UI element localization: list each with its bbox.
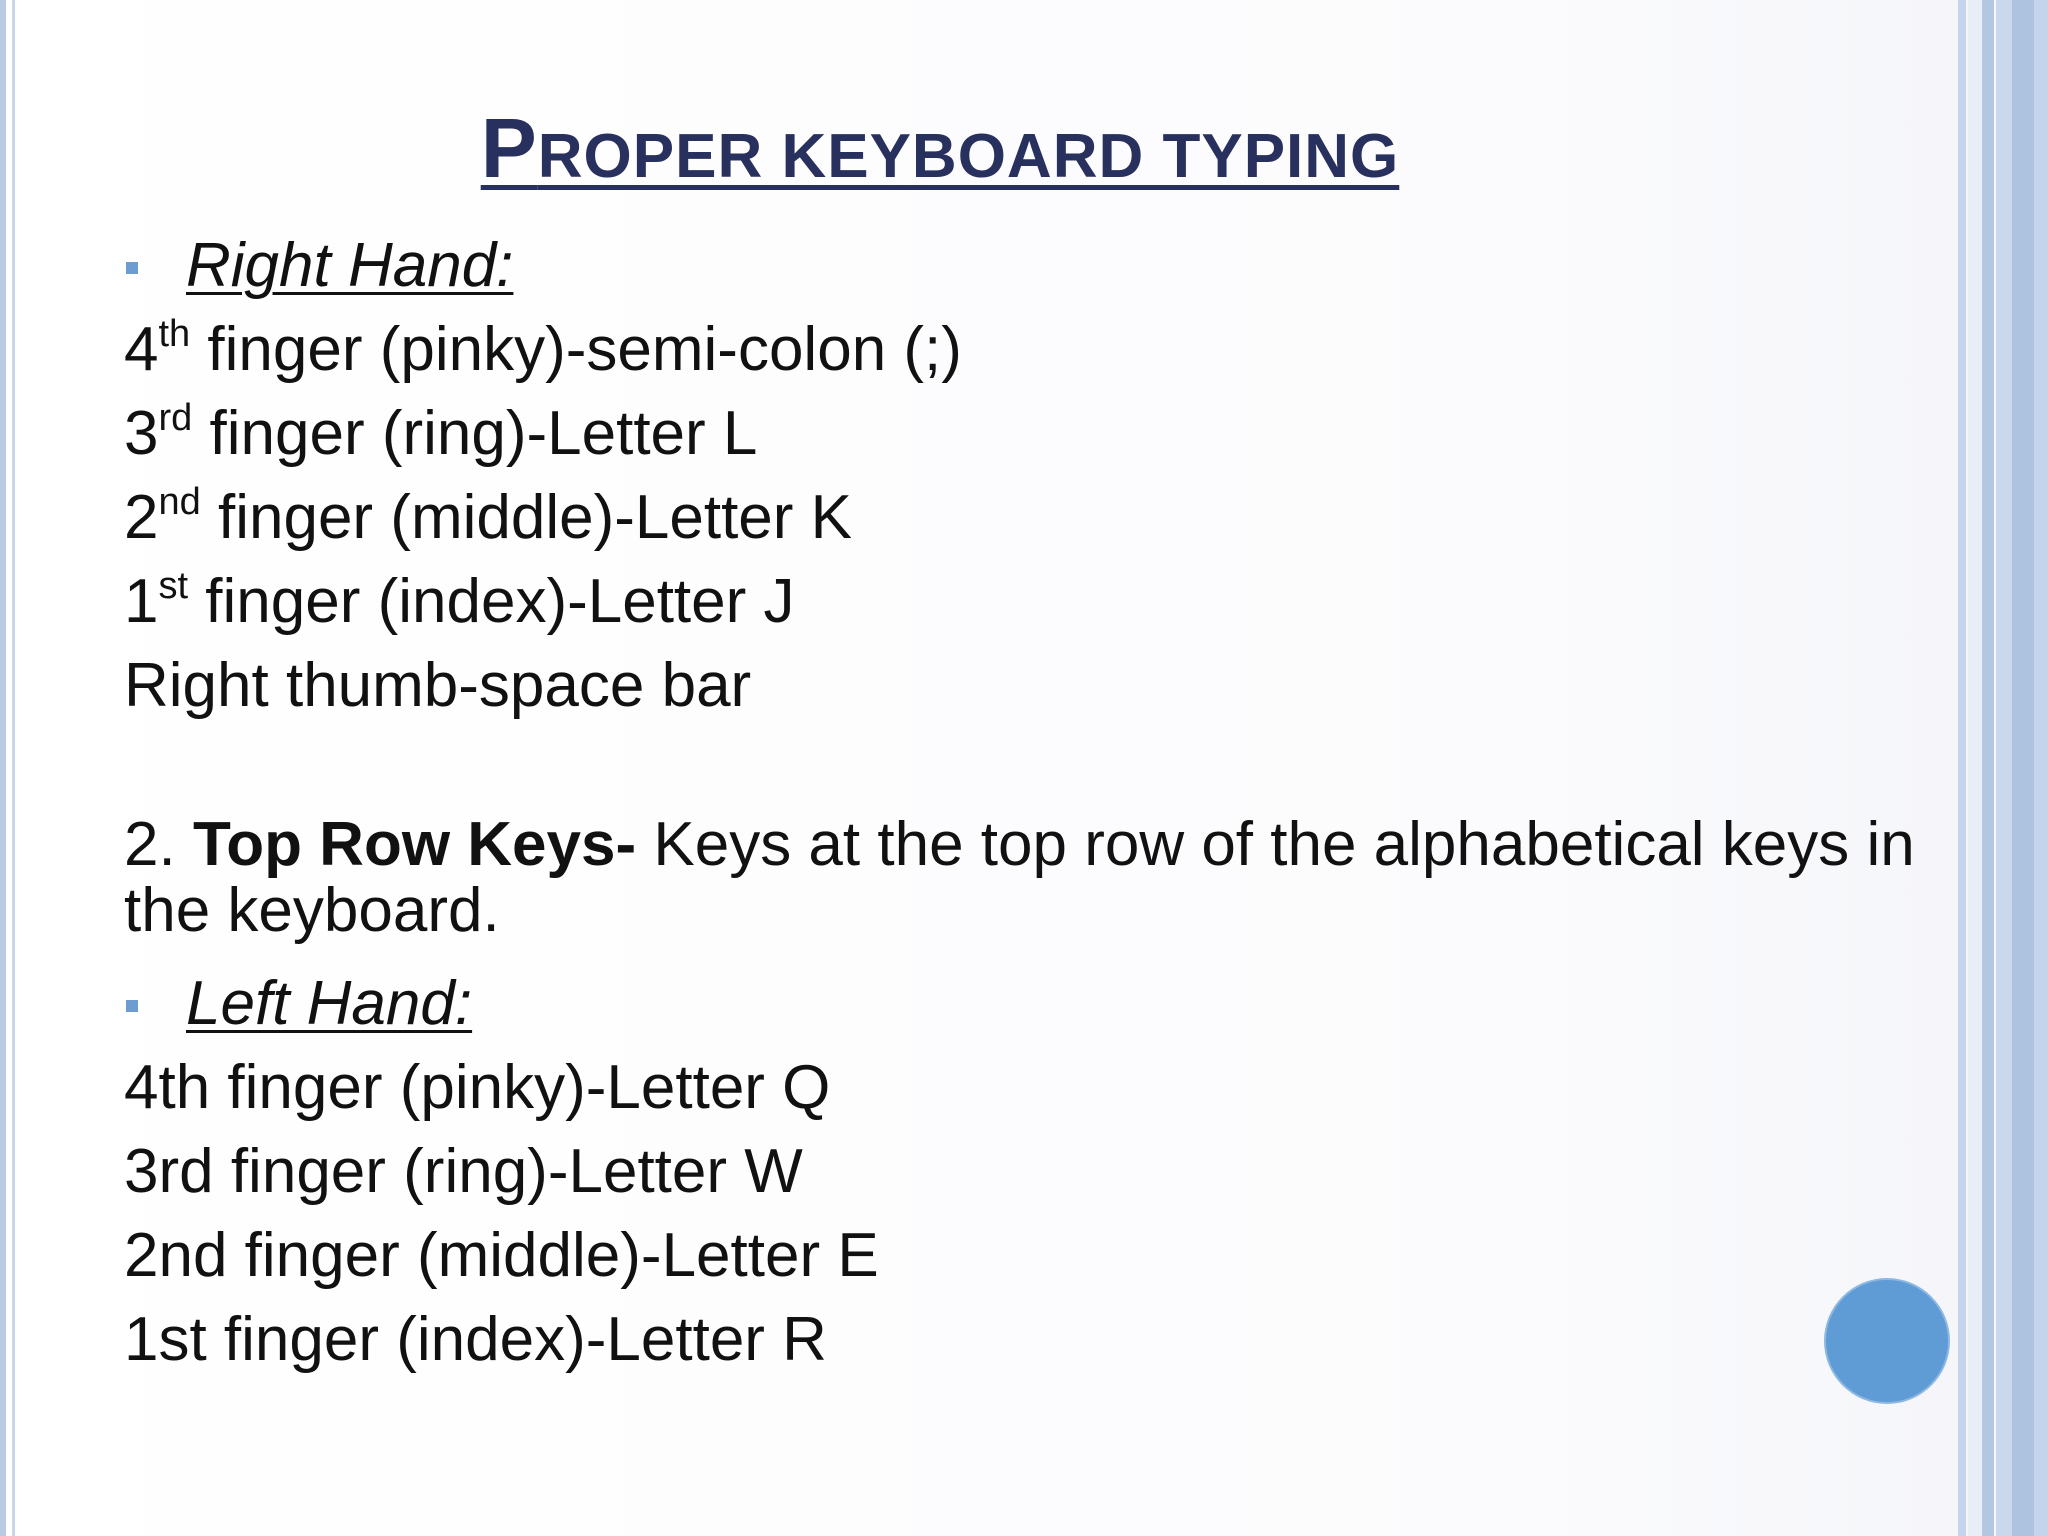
right-hand-line: 3rd finger (ring)-Letter L <box>124 397 758 468</box>
left-hand-heading: Left Hand: <box>186 969 473 1038</box>
right-hand-heading: Right Hand: <box>186 231 514 300</box>
left-hand-line: 1st finger (index)-Letter R <box>124 1305 827 1374</box>
title-rest: ROPER KEYBOARD TYPING <box>537 122 1400 191</box>
right-hand-line: 4th finger (pinky)-semi-colon (;) <box>124 313 962 384</box>
square-bullet-icon <box>126 262 138 274</box>
slide-content <box>124 224 1924 1382</box>
slide-title <box>0 100 1880 197</box>
left-hand-line: 2nd finger (middle)-Letter E <box>124 1221 879 1290</box>
right-hand-line: 1st finger (index)-Letter J <box>124 565 795 636</box>
left-border-line-inner <box>12 0 15 1536</box>
right-border-band <box>1958 0 1966 1536</box>
left-hand-line: 4th finger (pinky)-Letter Q <box>124 1053 831 1122</box>
right-border-band <box>2034 0 2048 1536</box>
bullet-left-hand <box>124 962 1924 1046</box>
right-hand-line: 2nd finger (middle)-Letter K <box>124 481 853 552</box>
right-border-band <box>2012 0 2034 1536</box>
right-thumb-line: Right thumb-space bar <box>124 651 752 720</box>
right-border-band <box>1968 0 1982 1536</box>
left-border-line <box>0 0 6 1536</box>
right-border-band <box>1982 0 1994 1536</box>
top-row-keys-paragraph: 2. Top Row Keys- Keys at the top row of the alphabetical keys in the keyboard. <box>124 810 1915 945</box>
right-border-band <box>1996 0 2012 1536</box>
decorative-circle <box>1826 1280 1948 1402</box>
top-row-keys-term: Top Row Keys- <box>192 810 637 879</box>
title-initial: P <box>480 101 538 195</box>
bullet-right-hand <box>124 224 1924 308</box>
square-bullet-icon <box>126 1000 138 1012</box>
left-hand-line: 3rd finger (ring)-Letter W <box>124 1137 803 1206</box>
spacer <box>124 728 1924 812</box>
